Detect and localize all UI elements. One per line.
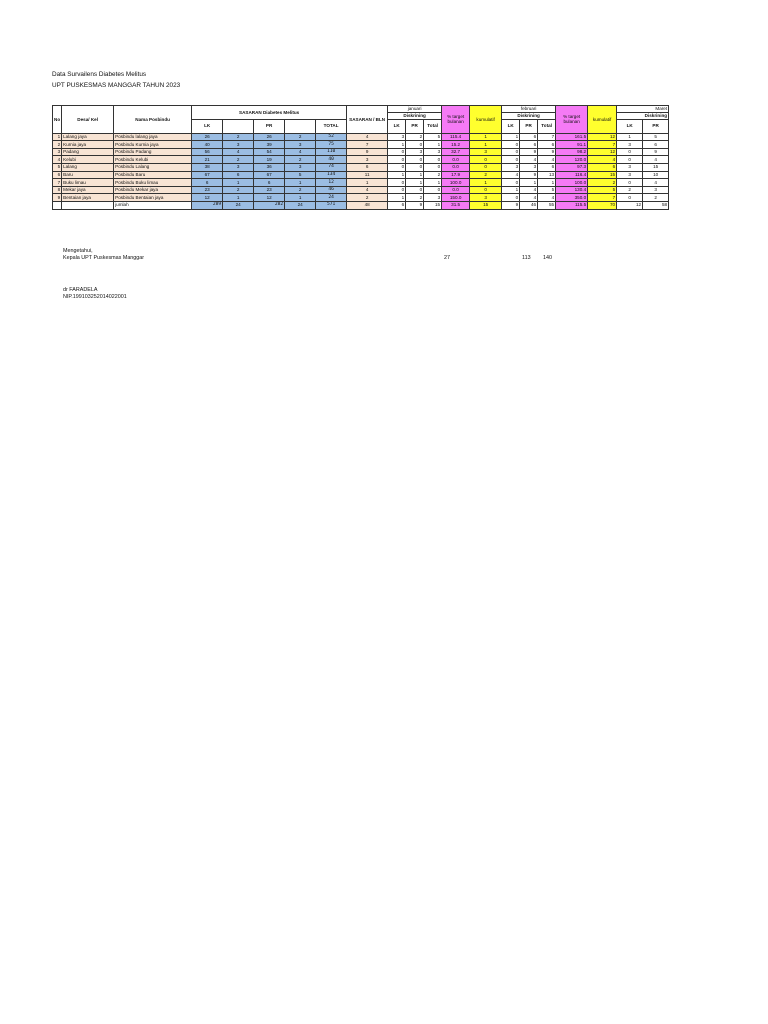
cell-f-pr: 4 [520,156,538,164]
cell-lk-2: 4 [223,148,254,156]
cell-lk: 23 [192,186,223,194]
cell-f-kumulatif: 6 [588,163,617,171]
document-subtitle: UPT PUSKESMAS MANGGAR TAHUN 2023 [52,82,181,89]
col-f-total: Total [538,119,556,133]
col-kumulatif-februari: kumulatif [588,106,617,134]
cell-f-total: 1 [538,179,556,187]
cell-f-lk: 4 [502,171,520,179]
cell-m-pr: 9 [643,148,669,156]
cell-j-lk: 0 [388,163,406,171]
cell-f-lk: 0 [502,194,520,202]
col-m-pr: PR [643,119,669,133]
col-pr: PR [254,119,285,133]
cell-j-pr: 2 [406,194,424,202]
cell-desa: Baru [62,171,114,179]
cell-total-f-total: 55 [538,201,556,209]
cell-pr-2: 5 [285,171,316,179]
cell-j-target: 115.4 [442,133,470,141]
cell-sasaran-bln: 1 [347,179,388,187]
col-diskrining-maret: Diskrining [617,112,669,119]
cell-j-kumulatif: 0 [470,186,502,194]
cell-j-target: 0.0 [442,186,470,194]
cell-sasaran-bln: 6 [347,163,388,171]
cell-posbindu: Posbindu lalang jaya [114,133,192,141]
table-row [53,141,669,149]
cell-m-pr: 3 [643,186,669,194]
cell-total-j-kumulatif: 15 [470,201,502,209]
cell-lk-2: 2 [223,156,254,164]
cell-total-f-target: 115.5 [556,201,588,209]
col-f-pr: PR [520,119,538,133]
col-target-februari: % target bulanan [556,106,588,134]
cell-posbindu: Posbindu Bentaian jaya [114,194,192,202]
cell-m-lk: 3 [617,163,643,171]
cell-lk: 40 [192,141,223,149]
cell-j-lk: 0 [388,148,406,156]
footer-name: dr FARADELA [63,287,98,293]
cell-f-kumulatif: 7 [588,141,617,149]
cell-pr-2: 3 [285,163,316,171]
cell-total-blank [62,201,114,209]
cell-desa: Lalang [62,163,114,171]
cell-pr: 54 [254,148,285,156]
cell-f-lk: 0 [502,141,520,149]
cell-pr: 19 [254,156,285,164]
cell-desa: Kurnia jaya [62,141,114,149]
footer-number-113: 113 [522,255,531,261]
cell-j-kumulatif: 1 [470,179,502,187]
cell-lk: 38 [192,163,223,171]
cell-j-kumulatif: 0 [470,156,502,164]
cell-total-m-lk: 12 [617,201,643,209]
footer-number-27: 27 [444,255,450,261]
cell-j-total: 0 [424,163,442,171]
cell-pr: 12 [254,194,285,202]
cell-j-pr: 0 [406,156,424,164]
cell-f-target: 100.0 [556,179,588,187]
footer-nip: NIP.199103252014022001 [63,294,127,300]
cell-j-total: 3 [424,148,442,156]
cell-desa: Lalang jaya [62,133,114,141]
cell-f-target: 161.5 [556,133,588,141]
cell-lk: 26 [192,133,223,141]
cell-j-kumulatif: 2 [470,171,502,179]
cell-total: 12 [316,179,347,187]
col-diskrining-januari: Diskrining [388,112,442,119]
cell-pr: 36 [254,163,285,171]
document-title: Data Survailens Diabetes Melitus [52,71,147,78]
cell-pr: 6 [254,179,285,187]
cell-j-total: 1 [424,141,442,149]
cell-j-lk: 0 [388,179,406,187]
cell-no: 1 [53,133,62,141]
table-row [53,179,669,187]
cell-total: 74 [316,163,347,171]
cell-f-total: 5 [538,186,556,194]
cell-desa: Kelubi [62,156,114,164]
cell-total-j-lk: 6 [388,201,406,209]
cell-j-target: 0.0 [442,156,470,164]
cell-lk-2: 3 [223,163,254,171]
cell-f-total: 4 [538,156,556,164]
col-j-lk: LK [388,119,406,133]
cell-m-lk: 0 [617,148,643,156]
cell-total-j-total: 15 [424,201,442,209]
cell-j-target: 100.0 [442,179,470,187]
cell-posbindu: Posbindu Lalang [114,163,192,171]
cell-j-pr: 3 [406,148,424,156]
cell-j-kumulatif: 0 [470,163,502,171]
col-m-lk: LK [617,119,643,133]
footer-mengetahui: Mengetahui, [63,248,93,254]
cell-lk: 67 [192,171,223,179]
cell-f-kumulatif: 4 [588,156,617,164]
cell-m-pr: 4 [643,156,669,164]
cell-total-f-pr: 46 [520,201,538,209]
cell-m-pr: 6 [643,141,669,149]
cell-j-target: 17.9 [442,171,470,179]
cell-j-pr: 0 [406,186,424,194]
col-lk: LK [192,119,223,133]
cell-posbindu: Posbindu Buku limau [114,179,192,187]
cell-j-pr: 1 [406,179,424,187]
cell-total-f-kumulatif: 70 [588,201,617,209]
cell-lk: 12 [192,194,223,202]
cell-j-lk: 1 [388,194,406,202]
cell-total-m-pr: 58 [643,201,669,209]
cell-f-kumulatif: 2 [588,179,617,187]
col-posbindu: Nama Posbindu [114,106,192,134]
cell-pr-2: 2 [285,186,316,194]
cell-f-kumulatif: 5 [588,186,617,194]
cell-desa: Bentaian jaya [62,194,114,202]
cell-j-kumulatif: 3 [470,194,502,202]
cell-f-pr: 6 [520,141,538,149]
cell-j-lk: 1 [388,141,406,149]
cell-no: 4 [53,156,62,164]
cell-j-lk: 0 [388,186,406,194]
cell-f-target: 98.2 [556,148,588,156]
cell-lk: 6 [192,179,223,187]
cell-f-lk: 1 [502,133,520,141]
cell-pr-2: 2 [285,133,316,141]
cell-sasaran-bln: 4 [347,186,388,194]
col-pr-blank [285,119,316,133]
col-sasaran: SASARAN Diabetes Melitus [192,106,347,120]
table-row [53,163,669,171]
col-j-total: Total [424,119,442,133]
cell-m-lk: 3 [617,171,643,179]
cell-lk: 21 [192,156,223,164]
cell-total-j-target: 31.5 [442,201,470,209]
cell-desa: Buku limau [62,179,114,187]
cell-j-lk: 1 [388,171,406,179]
col-lk-blank [223,119,254,133]
cell-lk-2: 6 [223,171,254,179]
cell-total: 110 [316,148,347,156]
cell-total: 134 [316,171,347,179]
cell-f-lk: 0 [502,156,520,164]
cell-f-pr: 9 [520,171,538,179]
col-sasaran-bln: SASARAN / BLN [347,106,388,134]
cell-posbindu: Posbindu Kelubi [114,156,192,164]
cell-m-lk: 0 [617,194,643,202]
cell-sasaran-bln: 7 [347,141,388,149]
cell-lk-2: 2 [223,186,254,194]
cell-f-pr: 1 [520,179,538,187]
cell-f-pr: 3 [520,163,538,171]
cell-f-total: 13 [538,171,556,179]
cell-j-target: 0.0 [442,163,470,171]
cell-no: 2 [53,141,62,149]
cell-f-lk: 3 [502,163,520,171]
cell-j-total: 5 [424,133,442,141]
cell-m-lk: 0 [617,179,643,187]
cell-f-kumulatif: 12 [588,133,617,141]
cell-pr-2: 1 [285,194,316,202]
cell-f-total: 4 [538,194,556,202]
surveillance-table [52,105,669,210]
cell-no: 9 [53,194,62,202]
cell-total-label: jumlah [114,201,192,209]
cell-lk-2: 2 [223,133,254,141]
cell-total-pr: 282 [254,201,285,209]
cell-f-total: 7 [538,133,556,141]
col-target-januari: % target bulanan [442,106,470,134]
footer-kepala: Kepala UPT Puskesmas Manggar [63,255,145,261]
cell-posbindu: Posbindu Baru [114,171,192,179]
cell-j-kumulatif: 1 [470,133,502,141]
cell-m-pr: 4 [643,179,669,187]
cell-posbindu: Posbindu Padang [114,148,192,156]
cell-j-total: 3 [424,194,442,202]
cell-lk-2: 3 [223,141,254,149]
cell-f-pr: 9 [520,148,538,156]
table-row [53,186,669,194]
cell-posbindu: Posbindu Kurnia jaya [114,141,192,149]
cell-sasaran-bln: 9 [347,148,388,156]
cell-j-total: 2 [424,171,442,179]
cell-j-pr: 1 [406,171,424,179]
cell-total-f-lk: 9 [502,201,520,209]
cell-no: 6 [53,171,62,179]
cell-f-target: 97.3 [556,163,588,171]
cell-f-target: 350.0 [556,194,588,202]
cell-f-target: 91.1 [556,141,588,149]
col-total: TOTAL [316,119,347,133]
cell-no: 8 [53,186,62,194]
cell-f-pr: 4 [520,186,538,194]
cell-f-pr: 6 [520,133,538,141]
cell-total-total: 571 [316,201,347,209]
totals-row [53,201,669,209]
cell-total: 46 [316,186,347,194]
cell-no: 5 [53,163,62,171]
cell-f-lk: 1 [502,186,520,194]
cell-j-total: 0 [424,156,442,164]
cell-f-lk: 0 [502,179,520,187]
table-row [53,156,669,164]
cell-total: 75 [316,141,347,149]
cell-f-total: 6 [538,163,556,171]
cell-m-pr: 2 [643,194,669,202]
cell-f-kumulatif: 12 [588,148,617,156]
cell-total: 40 [316,156,347,164]
cell-lk-2: 1 [223,179,254,187]
cell-j-pr: 2 [406,133,424,141]
cell-total-lk-2: 24 [223,201,254,209]
cell-f-kumulatif: 7 [588,194,617,202]
cell-total: 52 [316,133,347,141]
cell-total: 24 [316,194,347,202]
cell-f-lk: 0 [502,148,520,156]
table-row [53,194,669,202]
cell-j-kumulatif: 1 [470,141,502,149]
col-month-januari: januari [388,106,442,113]
col-kumulatif-januari: kumulatif [470,106,502,134]
table-row [53,148,669,156]
cell-f-kumulatif: 15 [588,171,617,179]
table-row [53,133,669,141]
cell-f-pr: 4 [520,194,538,202]
cell-no: 3 [53,148,62,156]
cell-j-lk: 3 [388,133,406,141]
cell-sasaran-bln: 2 [347,194,388,202]
cell-m-lk: 3 [617,141,643,149]
cell-pr: 67 [254,171,285,179]
cell-j-kumulatif: 3 [470,148,502,156]
cell-total-blank [53,201,62,209]
cell-j-target: 32.7 [442,148,470,156]
cell-j-pr: 0 [406,163,424,171]
col-no: No [53,106,62,134]
cell-m-lk: 1 [617,133,643,141]
cell-pr-2: 4 [285,148,316,156]
cell-m-pr: 15 [643,163,669,171]
cell-j-lk: 0 [388,156,406,164]
col-j-pr: PR [406,119,424,133]
cell-no: 7 [53,179,62,187]
cell-f-total: 6 [538,141,556,149]
cell-m-lk: 0 [617,156,643,164]
footer-number-140: 140 [543,255,552,261]
cell-f-target: 120.0 [556,156,588,164]
col-month-februari: februari [502,106,556,113]
cell-pr-2: 2 [285,156,316,164]
cell-pr-2: 1 [285,179,316,187]
cell-pr: 26 [254,133,285,141]
cell-sasaran-bln: 3 [347,156,388,164]
cell-desa: Padang [62,148,114,156]
cell-sasaran-bln: 11 [347,171,388,179]
cell-sasaran-bln: 4 [347,133,388,141]
col-desa: Desa/ Kel [62,106,114,134]
cell-j-total: 0 [424,186,442,194]
col-diskrining-februari: Diskrining [502,112,556,119]
cell-pr: 39 [254,141,285,149]
cell-total-sasaran-bln: 48 [347,201,388,209]
cell-lk: 56 [192,148,223,156]
cell-m-pr: 10 [643,171,669,179]
col-month-maret: Maret [617,106,669,113]
cell-f-target: 130.4 [556,186,588,194]
table-row [53,171,669,179]
cell-m-pr: 5 [643,133,669,141]
cell-lk-2: 1 [223,194,254,202]
cell-total-pr-2: 24 [285,201,316,209]
cell-j-total: 1 [424,179,442,187]
cell-total-j-pr: 9 [406,201,424,209]
cell-m-lk: 2 [617,186,643,194]
cell-pr: 23 [254,186,285,194]
cell-total-lk: 289 [192,201,223,209]
cell-f-total: 9 [538,148,556,156]
table-body [53,133,669,209]
cell-j-target: 15.2 [442,141,470,149]
col-f-lk: LK [502,119,520,133]
cell-f-target: 116.4 [556,171,588,179]
cell-pr-2: 3 [285,141,316,149]
cell-desa: Mekar jaya [62,186,114,194]
cell-posbindu: Posbindu Mekar jaya [114,186,192,194]
cell-j-pr: 0 [406,141,424,149]
cell-j-target: 150.0 [442,194,470,202]
